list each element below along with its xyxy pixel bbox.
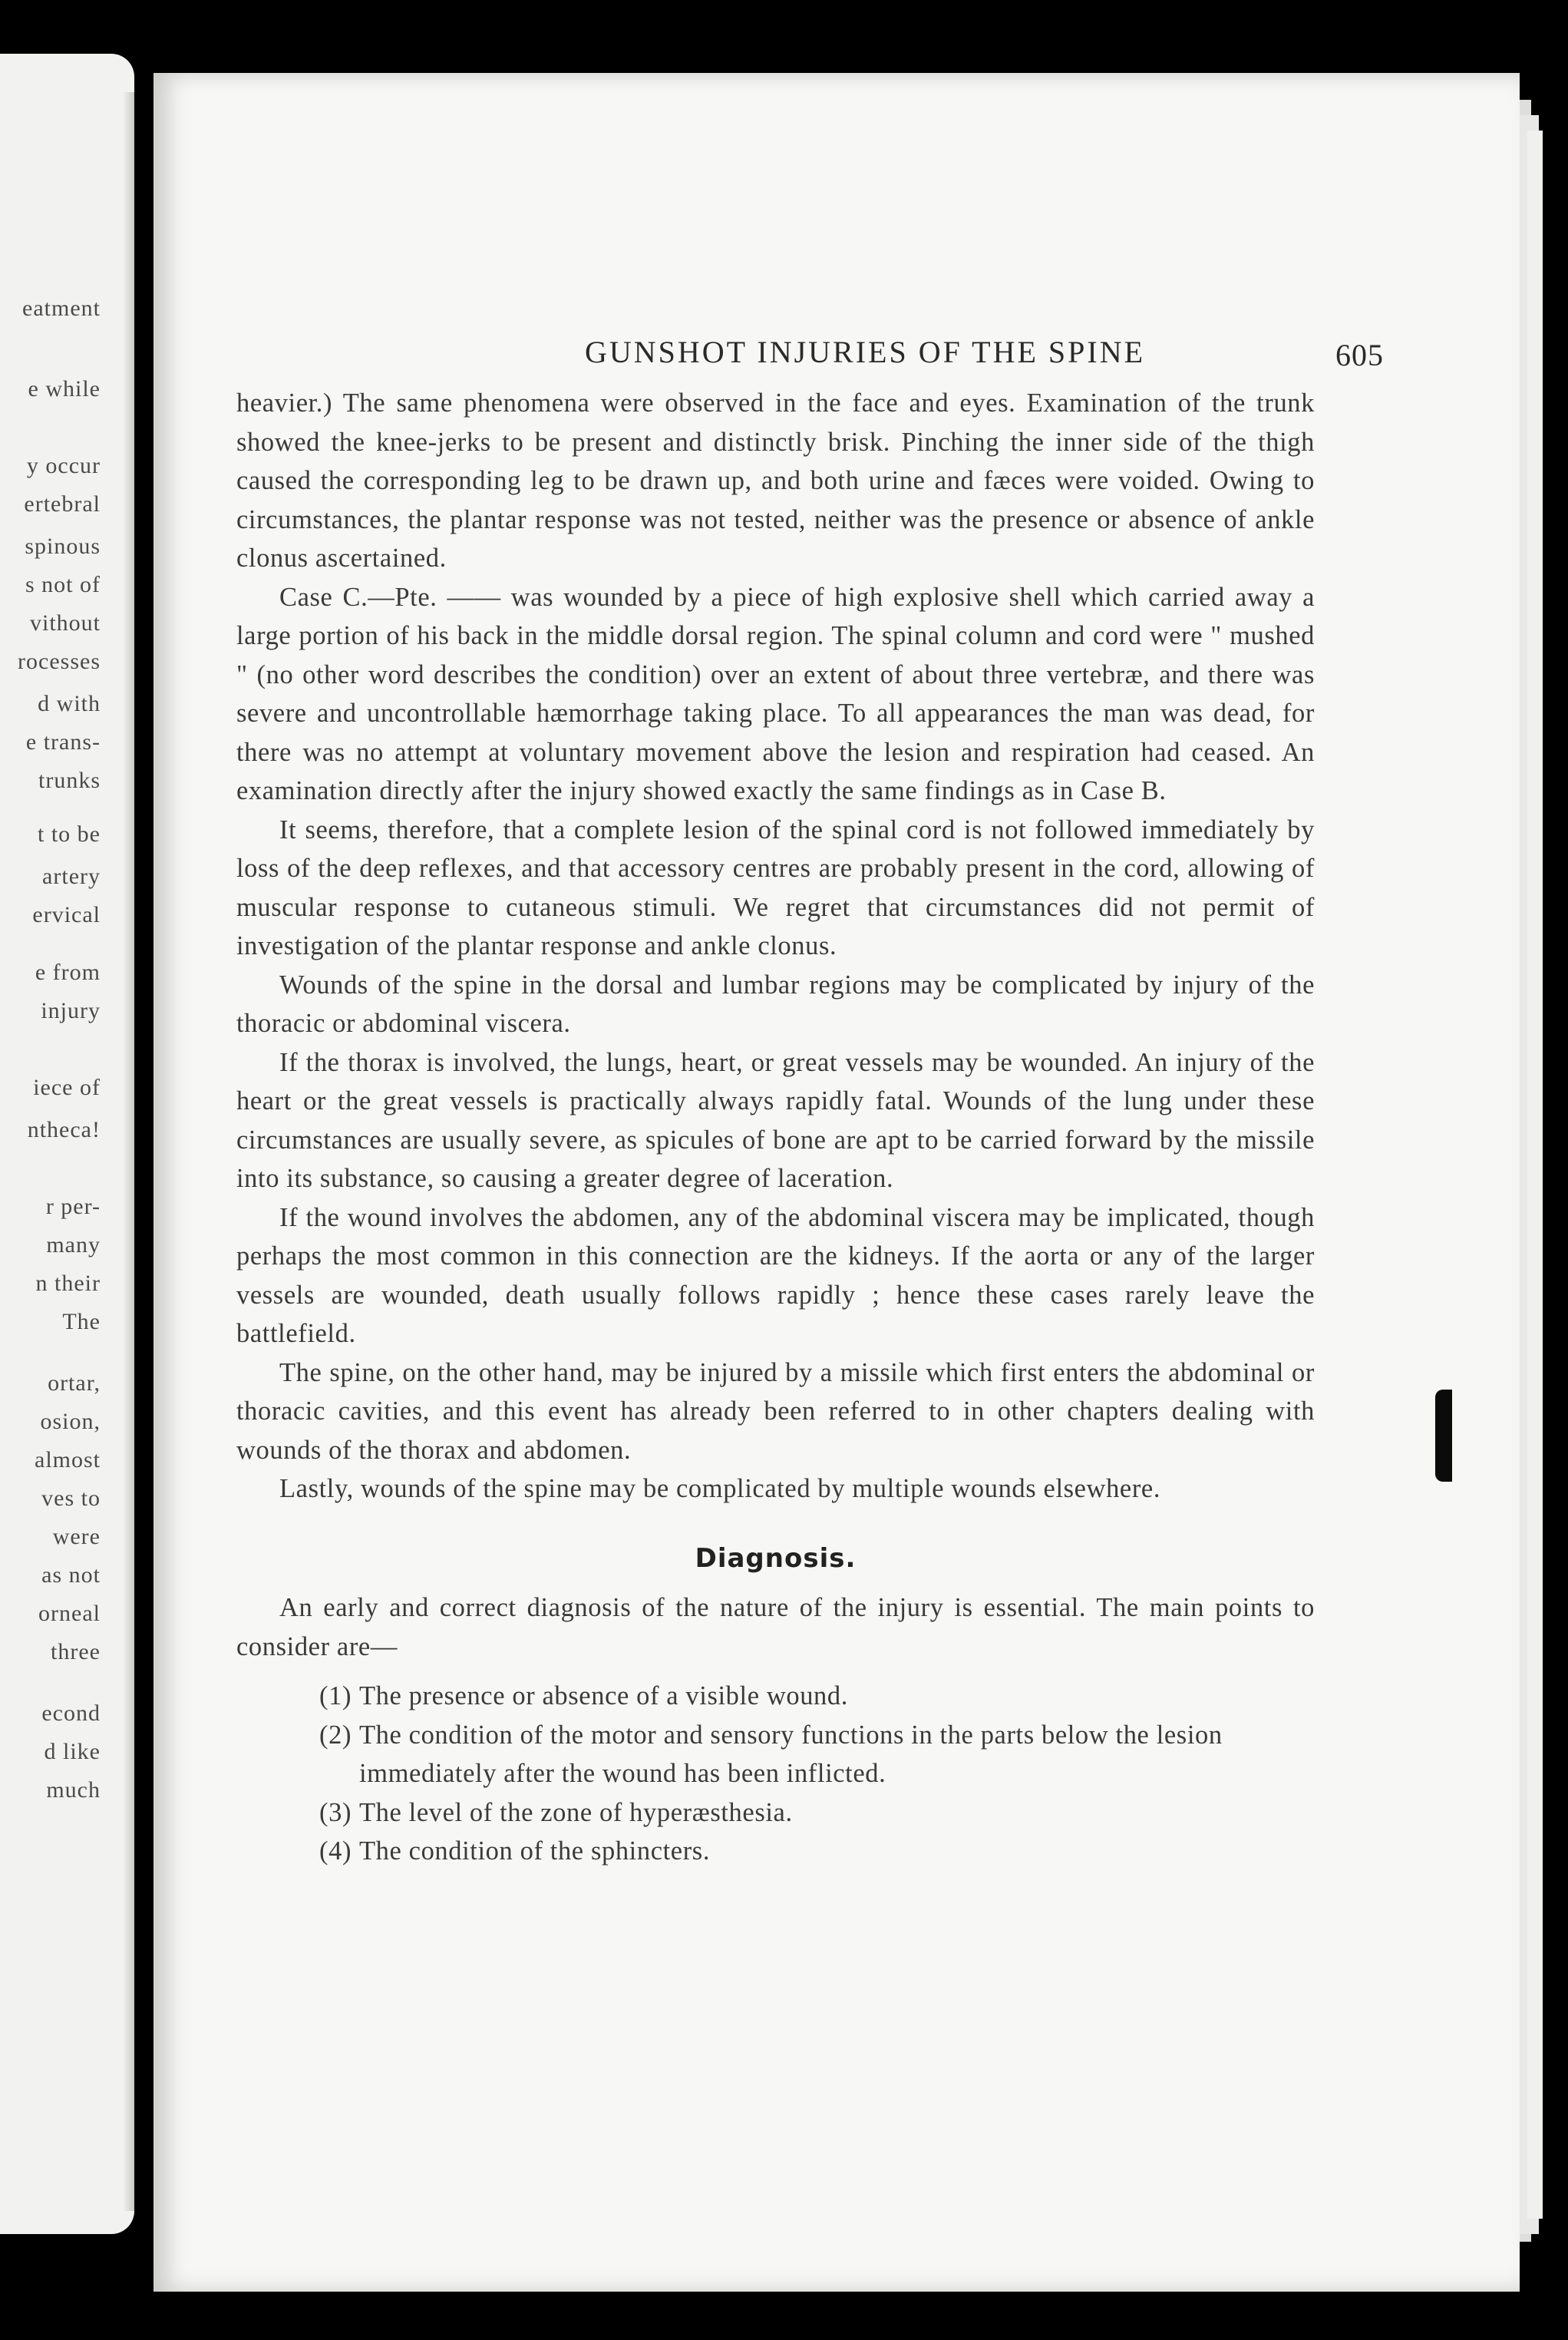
page-body [236, 384, 1315, 1871]
left-page-fragment: iece of [33, 1075, 101, 1100]
paragraph: If the thorax is involved, the lungs, heart, or great vessels may be wounded. An injury of the heart or the great vessels is practically always rapidly fatal. Wounds of the lung under these circumstances are usually severe, as spicules of bone are apt to be carried forward by the missile into its substance, so causing a greater degree of laceration. [236, 1047, 1315, 1193]
left-page-fragment: much [46, 1777, 101, 1803]
left-page-fragment: econd [41, 1700, 101, 1726]
paragraph: Wounds of the spine in the dorsal and lumbar regions may be complicated by injury of the thoracic or abdominal viscera. [236, 970, 1315, 1038]
left-facing-page [0, 54, 134, 2234]
paragraph: The spine, on the other hand, may be injured by a missile which first enters the abdominal or thoracic cavities, and this event has already been referred to in other chapters dealing with wounds of the thorax and abdomen. [236, 1357, 1315, 1465]
left-page-fragment: e while [28, 376, 101, 402]
left-page-fragment: orneal [38, 1601, 101, 1626]
point-text: The presence or absence of a visible wound. [359, 1681, 848, 1710]
left-page-fragment: t to be [38, 821, 101, 847]
paragraph: Lastly, wounds of the spine may be complicated by multiple wounds elsewhere. [279, 1474, 1161, 1503]
left-page-fragment: were [52, 1524, 101, 1549]
left-page-fragment: n their [35, 1271, 101, 1296]
left-page-fragment: rocesses [18, 649, 101, 674]
left-page-fragment: almost [35, 1447, 101, 1472]
left-page-fragment: e trans- [25, 729, 101, 755]
left-page-fragment: vithout [29, 610, 101, 636]
paragraph: If the wound involves the abdomen, any of the abdominal viscera may be implicated, though perhaps the most common in this connection are the kidneys. If the aorta or any of the larger vessels are wounded, death usually follows rapidly ; hence these cases rarely leave the battlefield. [236, 1202, 1315, 1348]
diagnosis-point [236, 1677, 1315, 1716]
diagnosis-points [236, 1677, 1315, 1871]
book-page [153, 73, 1520, 2292]
left-page-fragment: d like [44, 1739, 101, 1764]
left-page-fragment: e from [35, 960, 101, 985]
point-text: The condition of the sphincters. [359, 1836, 711, 1866]
left-page-fragment: y occur [26, 453, 101, 478]
left-page-fragment: r per- [45, 1194, 101, 1219]
left-page-fragment: osion, [40, 1409, 101, 1434]
left-page-fragment: trunks [38, 768, 101, 793]
running-head: GUNSHOT INJURIES OF THE SPINE [585, 335, 1146, 369]
page-edge-notch [1435, 1390, 1452, 1482]
paragraph: It seems, therefore, that a complete lesion of the spinal cord is not followed immediately by loss of the deep reflexes, and that accessory centres are probably present in the cord, allowing of muscular response to cutaneous stimuli. We regret that circumstances did not permit of investigation of the plantar response and ankle clonus. [236, 815, 1315, 960]
paragraph: heavier.) The same phenomena were observed in the face and eyes. Examination of the trunk showed the knee-jerks to be present and distinctly brisk. Pinching the inner side of the thigh caused the corresponding leg to be drawn up, and both urine and fæces were voided. Owing to circumstances, the plantar response was not tested, neither was the presence or absence of ankle clonus ascertained. [236, 388, 1315, 573]
diagnosis-point [236, 1716, 1315, 1793]
left-page-fragment: d with [38, 691, 101, 716]
page-gutter-shadow [123, 92, 146, 2211]
diagnosis-point [236, 1832, 1315, 1871]
left-page-fragment: eatment [22, 296, 101, 321]
left-page-fragment: ortar, [48, 1370, 101, 1396]
section-heading-diagnosis: Diagnosis. [695, 1542, 857, 1574]
point-number: (4) [319, 1836, 352, 1866]
page-number: 605 [1335, 338, 1384, 372]
point-text: The level of the zone of hyperæsthesia. [359, 1797, 793, 1827]
left-page-fragment: as not [41, 1562, 101, 1588]
left-page-fragment: ves to [41, 1486, 101, 1511]
left-page-fragment: s not of [25, 572, 101, 597]
page-edge [1527, 131, 1543, 2219]
left-page-fragment: injury [41, 998, 101, 1023]
left-page-fragment: ertebral [24, 491, 101, 517]
left-page-fragment: three [51, 1639, 101, 1664]
paragraph: Case C.—Pte. —— was wounded by a piece of high explosive shell which carried away a large portion of his back in the middle dorsal region. The spinal column and cord were " mushed " (no other word describes the condition) over an extent of about three vertebræ, and there was severe and uncontrollable hæmorrhage taking place. To all appearances the man was dead, for there was no attempt at voluntary movement above the lesion and respiration had ceased. An examination directly after the injury showed exactly the same findings as in Case B. [236, 582, 1315, 805]
left-page-fragment: artery [42, 864, 101, 889]
point-number: (1) [319, 1681, 352, 1710]
point-number: (3) [319, 1797, 352, 1827]
diagnosis-intro: An early and correct diagnosis of the nature of the injury is essential. The main points to consider are— [236, 1593, 1315, 1661]
point-number: (2) [319, 1720, 352, 1750]
left-page-fragment: many [46, 1232, 101, 1258]
diagnosis-point [236, 1793, 1315, 1833]
left-page-fragment: ntheca! [27, 1117, 101, 1142]
point-text: The condition of the motor and sensory functions in the parts below the lesion immediately after the wound has been inflicted. [359, 1720, 1223, 1788]
left-page-fragment: The [62, 1309, 101, 1334]
left-page-fragment: ervical [32, 902, 101, 927]
left-page-fragment: spinous [25, 534, 101, 559]
